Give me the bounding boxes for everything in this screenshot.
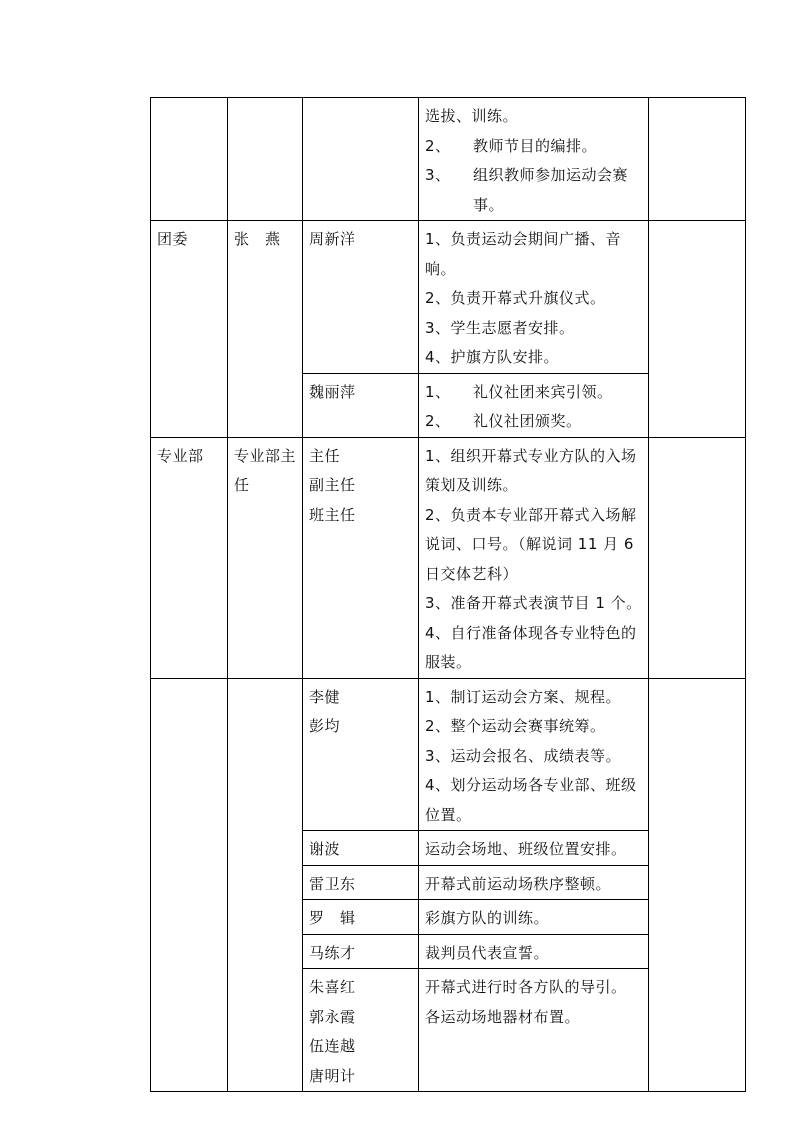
duty-item: 2、负责开幕式升旗仪式。 bbox=[425, 289, 606, 307]
duty-cell bbox=[419, 437, 649, 678]
table-body bbox=[151, 98, 746, 1092]
remark-cell bbox=[649, 221, 746, 438]
duty-item: 3、学生志愿者安排。 bbox=[425, 318, 575, 337]
duty-item: 1、负责运动会期间广播、音响。 bbox=[425, 230, 622, 278]
staff-name: 主任 bbox=[309, 446, 341, 465]
table-row bbox=[151, 221, 746, 374]
duty-item: 选拔、训练。 bbox=[425, 107, 519, 125]
staff-cell bbox=[303, 934, 419, 969]
duty-item bbox=[425, 407, 642, 437]
duty-cell bbox=[419, 934, 649, 969]
duty-cell bbox=[419, 678, 649, 831]
staff-cell bbox=[303, 900, 419, 935]
duty-cell bbox=[419, 969, 649, 1092]
duty-item bbox=[425, 132, 642, 162]
duty-number: 3、 bbox=[425, 166, 451, 184]
duty-number: 2、 bbox=[425, 136, 451, 155]
staff-name: 雷卫东 bbox=[309, 874, 356, 893]
staff-name: 周新洋 bbox=[309, 230, 356, 248]
staff-name: 伍连越 bbox=[309, 1037, 356, 1055]
table-row bbox=[151, 437, 746, 678]
staff-name: 副主任 bbox=[309, 476, 356, 494]
department-cell bbox=[151, 678, 228, 1092]
duty-text: 教师节目的编排。 bbox=[473, 136, 598, 155]
duty-item: 彩旗方队的训练。 bbox=[425, 909, 550, 927]
staff-cell bbox=[303, 98, 419, 221]
duty-item: 2、负责本专业部开幕式入场解说词、口号。（解说词 11 月 6 日交体艺科） bbox=[425, 505, 637, 583]
staff-name: 唐明计 bbox=[309, 1066, 356, 1085]
staff-cell bbox=[303, 865, 419, 900]
staff-name: 罗 辑 bbox=[309, 909, 356, 927]
duty-item: 开幕式进行时各方队的导引。 bbox=[425, 978, 627, 996]
staff-name: 马练才 bbox=[309, 943, 356, 962]
duty-assignment-table bbox=[150, 97, 746, 1092]
staff-cell bbox=[303, 221, 419, 374]
duty-item: 4、划分运动场各专业部、班级位置。 bbox=[425, 776, 637, 824]
staff-cell bbox=[303, 373, 419, 437]
duty-item: 1、组织开幕式专业方队的入场策划及训练。 bbox=[425, 446, 637, 494]
duty-item: 裁判员代表宣誓。 bbox=[425, 943, 550, 962]
staff-cell bbox=[303, 831, 419, 866]
leader-cell bbox=[228, 678, 303, 1092]
duty-item: 各运动场地器材布置。 bbox=[425, 1007, 581, 1026]
duty-cell bbox=[419, 373, 649, 437]
staff-cell bbox=[303, 678, 419, 831]
duty-text: 礼仪社团来宾引领。 bbox=[473, 382, 613, 401]
duty-item: 开幕式前运动场秩序整顿。 bbox=[425, 874, 612, 893]
staff-name: 魏丽萍 bbox=[309, 382, 356, 401]
leader-cell: 张 燕 bbox=[228, 221, 303, 438]
duty-number: 1、 bbox=[425, 382, 451, 401]
duty-cell bbox=[419, 900, 649, 935]
duty-text: 礼仪社团颁奖。 bbox=[473, 412, 582, 430]
department-cell bbox=[151, 98, 228, 221]
staff-name: 李健 bbox=[309, 687, 341, 706]
duty-text: 组织教师参加运动会赛事。 bbox=[473, 166, 629, 214]
duty-cell bbox=[419, 865, 649, 900]
staff-cell bbox=[303, 437, 419, 678]
duty-cell bbox=[419, 98, 649, 221]
staff-cell bbox=[303, 969, 419, 1092]
duty-item: 1、制订运动会方案、规程。 bbox=[425, 687, 622, 706]
leader-cell: 专业部主任 bbox=[228, 437, 303, 678]
staff-name: 朱喜红 bbox=[309, 978, 356, 996]
duty-cell bbox=[419, 831, 649, 866]
department-cell: 专业部 bbox=[151, 437, 228, 678]
department-cell: 团委 bbox=[151, 221, 228, 438]
remark-cell bbox=[649, 437, 746, 678]
duty-item bbox=[425, 378, 642, 408]
staff-name: 谢波 bbox=[309, 840, 341, 858]
duty-item: 4、自行准备体现各专业特色的服装。 bbox=[425, 623, 637, 671]
staff-name: 郭永霞 bbox=[309, 1007, 356, 1026]
remark-cell bbox=[649, 98, 746, 221]
staff-name: 班主任 bbox=[309, 505, 356, 524]
table-row bbox=[151, 98, 746, 221]
remark-cell bbox=[649, 678, 746, 1092]
duty-cell bbox=[419, 221, 649, 374]
duty-item: 运动会场地、班级位置安排。 bbox=[425, 840, 627, 858]
duty-number: 2、 bbox=[425, 412, 451, 430]
leader-cell bbox=[228, 98, 303, 221]
duty-item: 4、护旗方队安排。 bbox=[425, 348, 560, 366]
duty-item: 2、整个运动会赛事统筹。 bbox=[425, 717, 606, 735]
duty-item: 3、运动会报名、成绩表等。 bbox=[425, 746, 622, 765]
table-row bbox=[151, 678, 746, 831]
duty-item: 3、准备开幕式表演节目 1 个。 bbox=[425, 594, 642, 612]
duty-item bbox=[425, 161, 642, 220]
staff-name: 彭均 bbox=[309, 717, 341, 735]
